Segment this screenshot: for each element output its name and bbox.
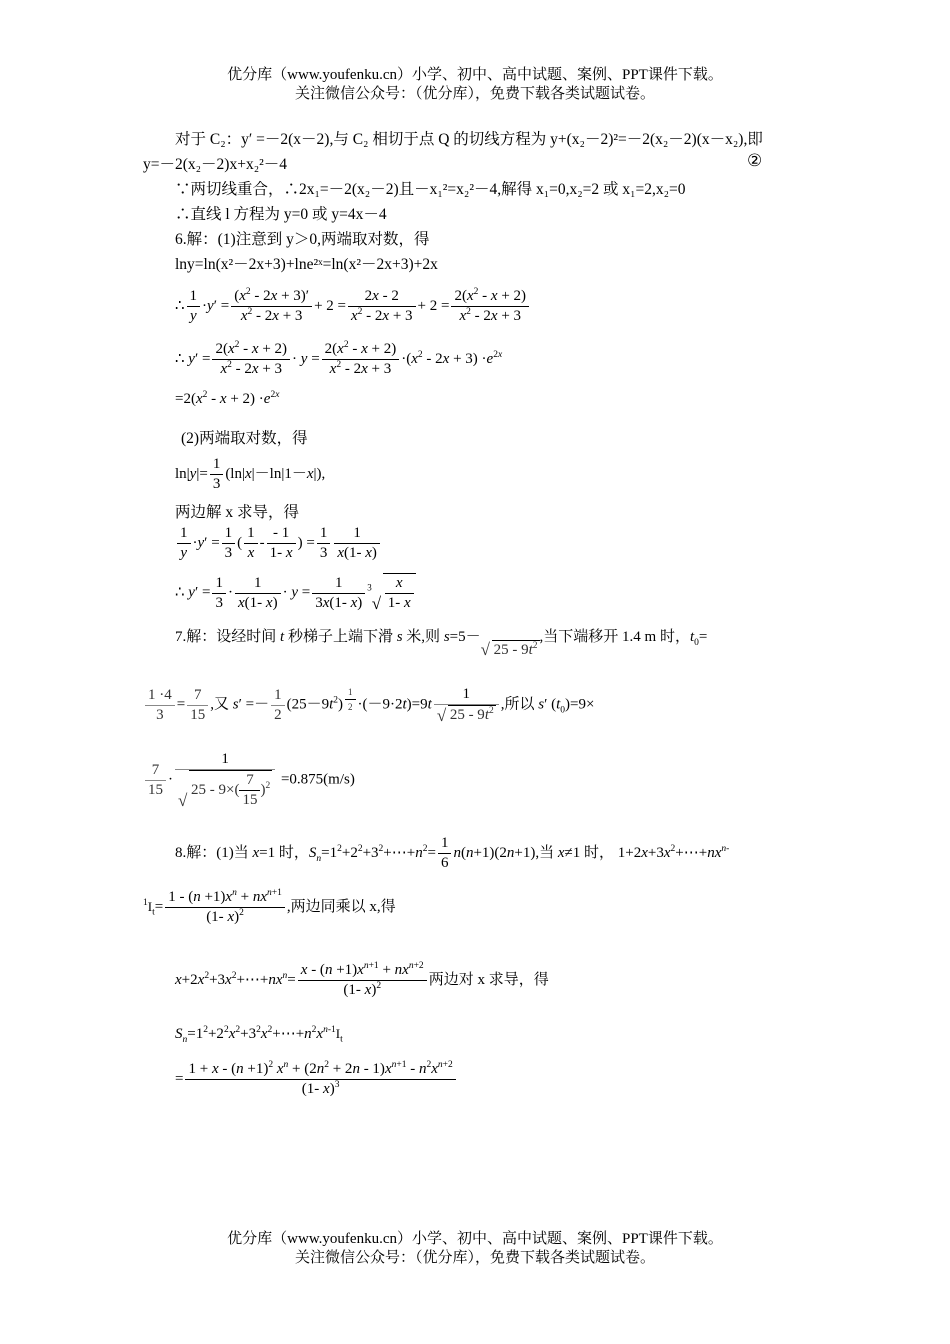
header-line-1: 优分库（www.youfenku.cn）小学、初中、高中试题、案例、PPT课件下载。	[227, 67, 723, 83]
c2-tangent-line-2	[143, 152, 287, 174]
q7-result-value: =0.875(m/s)	[280, 771, 355, 788]
q7-result-formula: $\frac{7}{15}$ · 1 √ 25 - 9×( $\frac{7}{15}$ )$^2$ =0.875(m/s)	[143, 750, 355, 810]
q6-log-equation-2: ln|y|= $\frac{1}{3}$ (ln|x|－ln|1－x|),	[175, 456, 326, 492]
c2-line-text: 对于 C₂：y′ =－2(x－2),与 C₂ 相切于点 Q 的切线方程为 y+(x₂－2)²=－2(x₂－2)(x－x₂),即	[175, 131, 763, 148]
q8-sn-line: $S_n=1^2+2^2x^2+3^2x^2+\cdots+n^2x^{n-1}I_t$	[175, 1025, 343, 1045]
c2-tangent-line	[175, 127, 763, 149]
c2-line-text-2: y=－2(x₂－2)x+x₂²－4	[143, 156, 288, 173]
q6-part2-heading: (2)两端取对数，得	[181, 430, 308, 447]
coincide-line: ∵两切线重合，∴2x₁=－2(x₂－2)且－x₁²=x₂²－4,解得 x₁=0,x₂=2 或 x₁=2,x₂=0	[175, 181, 686, 198]
q6-derive-text: 两边解 x 求导，得	[175, 504, 300, 521]
line-l-equation: ∴直线 l 方程为 y=0 或 y=4x－4	[175, 206, 387, 223]
q8-heading: 8.解：(1)当 x=1 时，$S_n=1^2+2^2+3^2+\cdots+n^2=$ $\frac{1}{6}$ n(n+1)(2n+1),当 x≠1 时， $1+2x+3x^2+\cdots+nx^{n-}$	[175, 835, 730, 871]
q6-formula-5: ∴ y′ = $\frac{1}{3}$ · $\frac{1}{x(1- x)}$ · y = $\frac{1}{3x(1- x)}$ $^3$ √ $\frac{x}{1- x}$	[175, 573, 416, 613]
footer-line-2: 关注微信公众号：（优分库），免费下载各类试题试卷。	[294, 1250, 655, 1266]
q8-derive-text: 两边对 x 求导，得	[428, 971, 549, 988]
q6-formula-4: $\frac{1}{y}$ ·y′ = $\frac{1}{3}$ ( $\frac{1}{x}$ - $\frac{- 1}{1- x}$ ) = $\frac{1}{3}$ $\frac{1}{x(1- x)}$	[175, 524, 382, 563]
q6-heading: 6.解：(1)注意到 y＞0,两端取对数，得	[175, 231, 430, 248]
header-line-2: 关注微信公众号：（优分库），免费下载各类试题试卷。	[294, 86, 655, 102]
q8-multiply-text: ,两边同乘以 x,得	[286, 898, 396, 915]
q8-sum-formula-2: $x+2x^2+3x^2+\cdots+nx^n=$ $\frac{x - (n +1)x^{n+1} + nx^{n+2}}{(1- x)^2}$ 两边对 x 求导，得	[175, 961, 549, 998]
q6-log-equation: lny=ln(x²－2x+3)+lne²ˣ=ln(x²－2x+3)+2x	[175, 256, 438, 273]
q7-velocity: $\frac{1 \cdot 4}{3}$ = $\frac{7}{15}$ ,又 s′ =－ $\frac{1}{2}$ $(25-9t^2)$ $\frac{1}{2}$ ·(－9·2t)=9t 1 √ $25 - 9t^2$ ,所以 s′ $(t_0)=9\times$	[143, 685, 594, 725]
circle-mark-2: ②	[747, 151, 763, 170]
q6-formula-2: ∴ y′ = $\frac{2(x^2 - x + 2)}{x^2 - 2x + 3}$ · y = $\frac{2(x^2 - x + 2)}{x^2 - 2x + 3}$ $\cdot(x^2 - 2x + 3) \cdot e^{2x}$	[175, 340, 503, 377]
q8-sum-formula: $^1I_t=$ $\frac{1 - (n +1)x^n + nx^{n+1}}{(1- x)^2}$ ,两边同乘以 x,得	[143, 888, 396, 925]
q8-final-formula: = $\frac{1 + x - (n +1)^2 x^n + (2n^2 + 2n - 1)x^{n+1} - n^2x^{n+2}}{(1- x)^3}$	[175, 1060, 458, 1099]
q6-formula-3: $=2(x^2 - x + 2) \cdot e^{2x}$	[175, 390, 280, 407]
q7-heading: 7.解：设经时间 t 秒梯子上端下滑 s 米,则 s=5－√ $25 - 9t^2$,当下端移开 1.4 m 时，$t_0=$	[175, 625, 707, 647]
q6-formula-1: ∴ $\frac{1}{y}$ ·y′ = $\frac{(x^2 - 2x + 3)'}{x^2 - 2x + 3}$ + 2 = $\frac{2x - 2}{x^2 - 2x + 3}$ + 2 = $\frac{2(x^2 - x + 2)}{x^2 - 2x + 3}$	[175, 287, 531, 326]
footer-line-1: 优分库（www.youfenku.cn）小学、初中、高中试题、案例、PPT课件下载。	[227, 1231, 723, 1247]
